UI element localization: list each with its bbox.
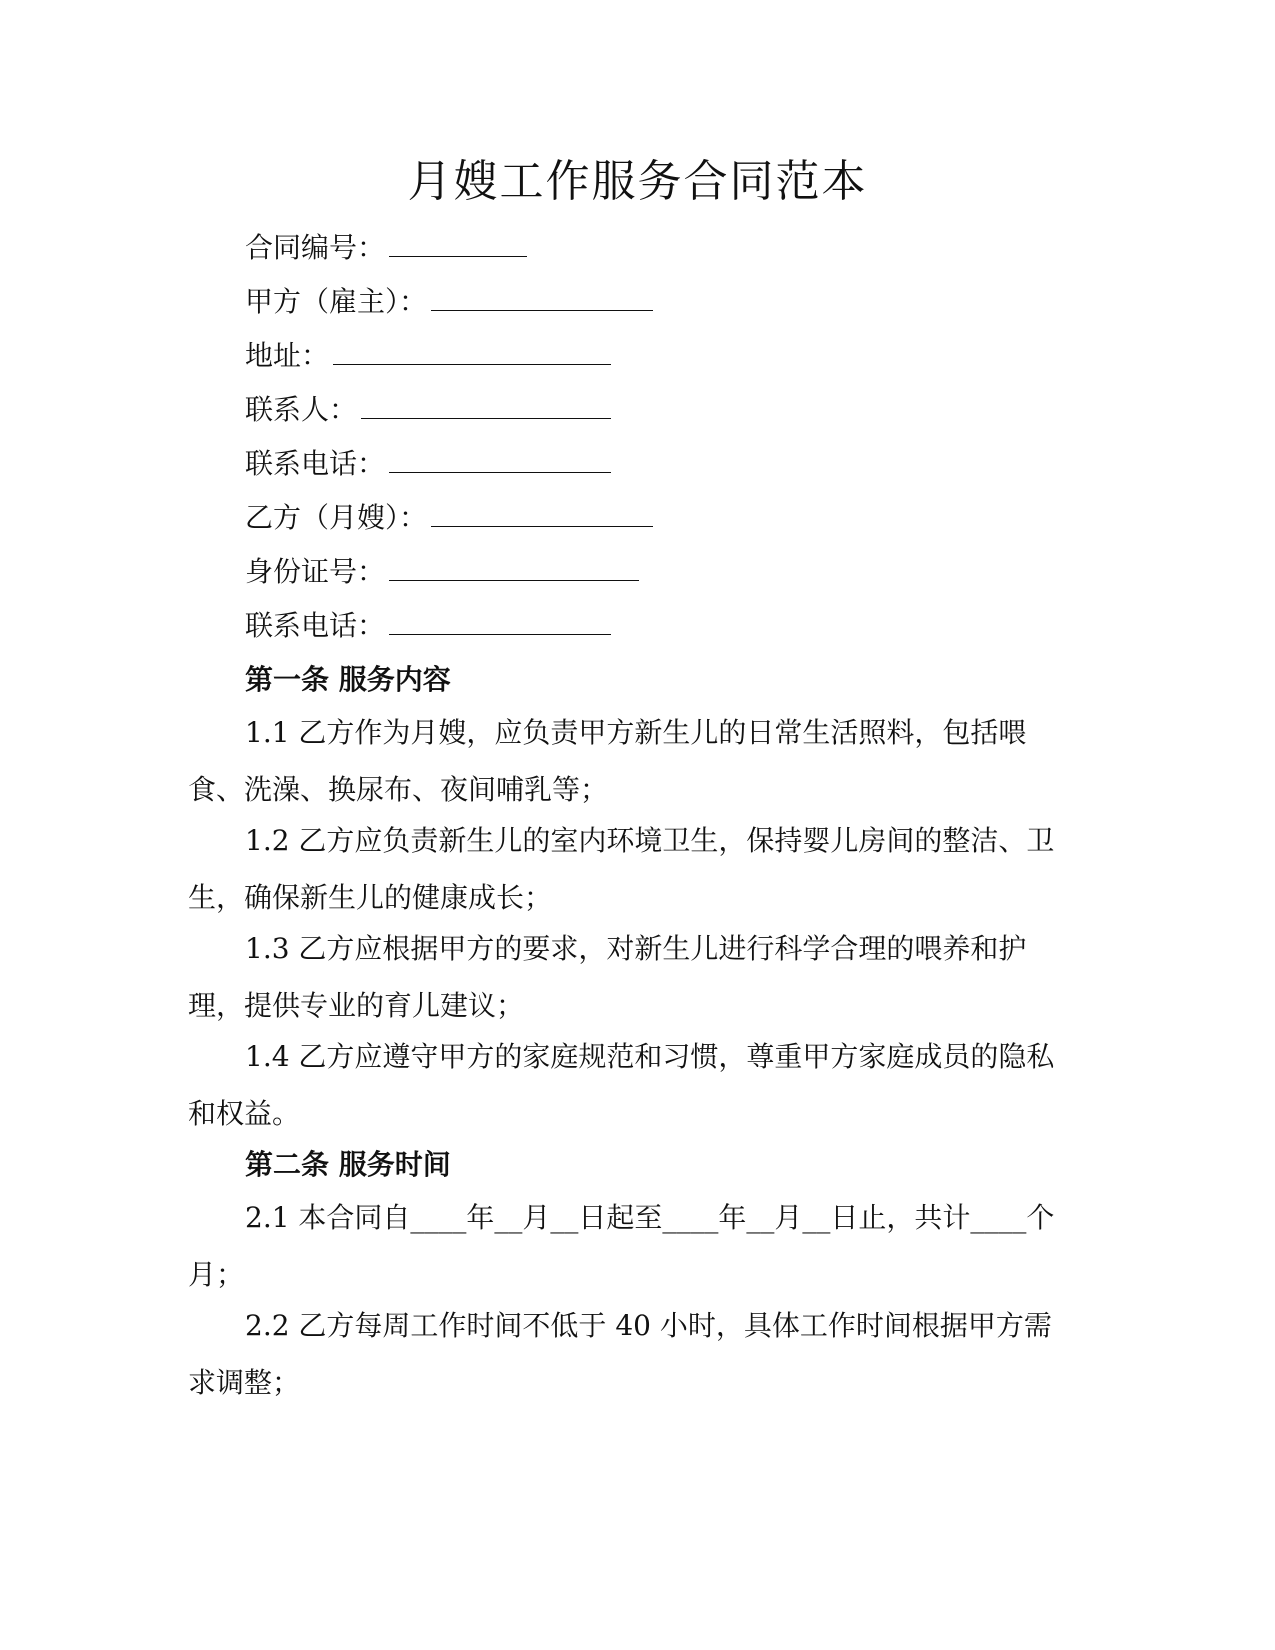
field-blank	[389, 444, 611, 473]
clause-2-1: 2.1 本合同自____年__月__日起至____年__月__日止，共计____个月；	[188, 1201, 1055, 1291]
field-blank	[361, 390, 611, 419]
field-label: 合同编号：	[245, 231, 386, 264]
field-blank	[389, 228, 527, 257]
field-label: 地址：	[245, 339, 330, 372]
field-blank	[389, 552, 639, 581]
field-blank	[389, 606, 611, 635]
document-title: 月嫂工作服务合同范本	[407, 156, 868, 207]
field-blank	[431, 282, 653, 311]
field-blank	[431, 498, 653, 527]
field-label: 甲方（雇主）：	[245, 285, 428, 318]
field-party-b	[245, 498, 653, 538]
field-address	[245, 336, 611, 376]
field-contract-number	[245, 228, 527, 268]
field-phone-b	[245, 606, 611, 646]
field-label: 联系电话：	[245, 447, 386, 480]
section-heading-2: 第二条 服务时间	[245, 1148, 451, 1181]
clause-1-3: 1.3 乙方应根据甲方的要求，对新生儿进行科学合理的喂养和护理，提供专业的育儿建议；	[188, 932, 1027, 1022]
field-phone-a	[245, 444, 611, 484]
field-party-a	[245, 282, 653, 322]
field-label: 身份证号：	[245, 555, 386, 588]
clause-1-1: 1.1 乙方作为月嫂，应负责甲方新生儿的日常生活照料，包括喂食、洗澡、换尿布、夜间哺乳等；	[188, 716, 1027, 806]
field-contact-person	[245, 390, 611, 430]
clause-2-2: 2.2 乙方每周工作时间不低于 40 小时，具体工作时间根据甲方需求调整；	[188, 1309, 1052, 1399]
field-label: 联系电话：	[245, 609, 386, 642]
clause-1-4: 1.4 乙方应遵守甲方的家庭规范和习惯，尊重甲方家庭成员的隐私和权益。	[188, 1040, 1055, 1130]
field-label: 乙方（月嫂）：	[245, 501, 428, 534]
field-blank	[333, 336, 611, 365]
clause-1-2: 1.2 乙方应负责新生儿的室内环境卫生，保持婴儿房间的整洁、卫生，确保新生儿的健康成长；	[188, 824, 1055, 914]
field-label: 联系人：	[245, 393, 358, 426]
field-id-number	[245, 552, 639, 592]
section-heading-1: 第一条 服务内容	[245, 663, 451, 696]
